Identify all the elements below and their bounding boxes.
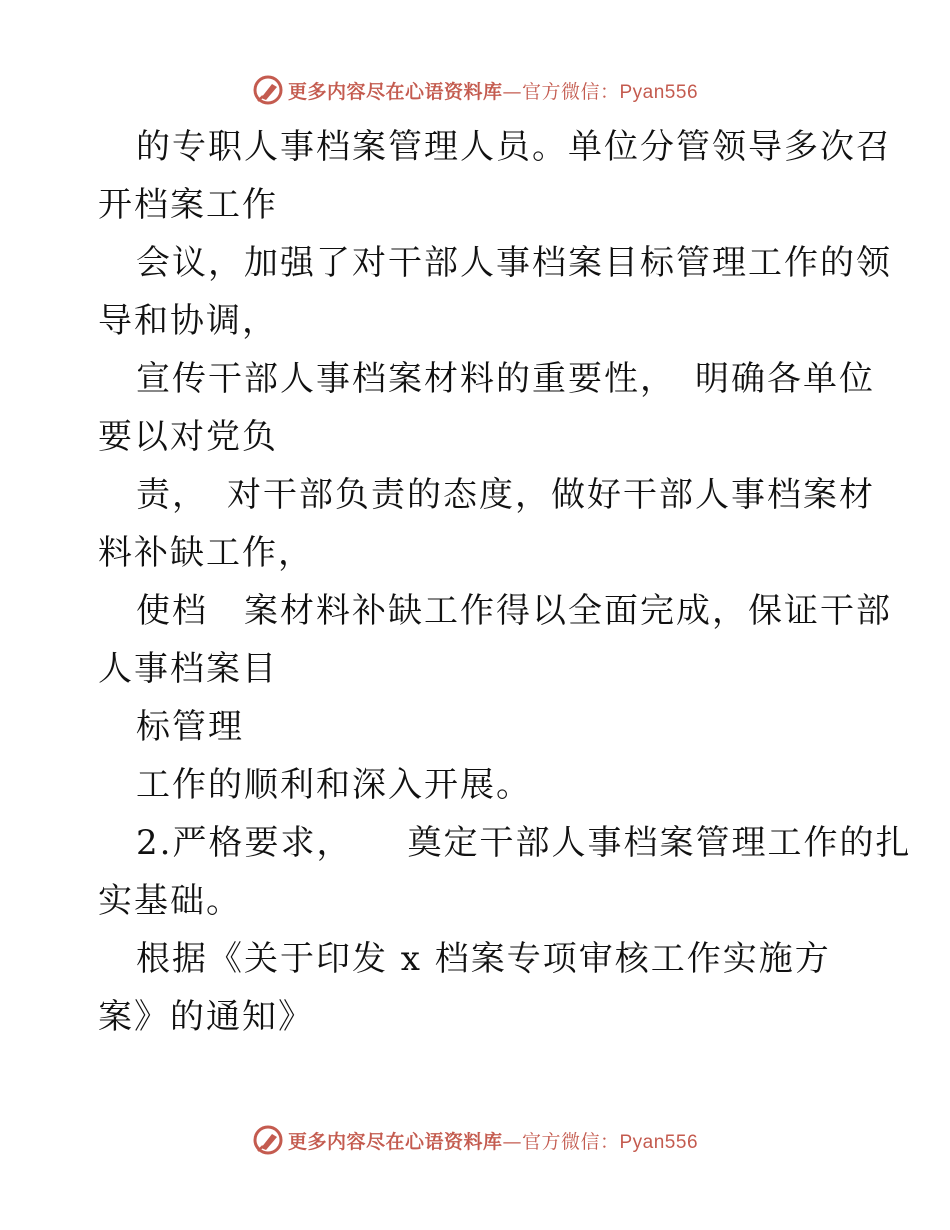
document-body	[98, 118, 912, 1046]
text-line-8: 料补缺工作，	[98, 533, 314, 573]
text-line-12: 工作的顺利和深入开展。	[136, 765, 532, 805]
text-line-9: 使档 案材料补缺工作得以全面完成，保证干部	[136, 591, 892, 631]
text-line-11: 标管理	[136, 707, 244, 747]
header-wechat-text: 官方微信：Pyan556	[522, 81, 699, 103]
text-line-13: 2.严格要求， 奠定干部人事档案管理工作的扎	[136, 823, 912, 863]
footer-banner	[0, 1120, 950, 1160]
text-line-16: 案》的通知》	[98, 997, 314, 1037]
text-line-15: 根据《关于印发 x 档案专项审核工作实施方	[136, 939, 831, 979]
text-line-7: 责， 对干部负责的态度，做好干部人事档案材	[136, 475, 875, 515]
text-line-2: 开档案工作	[98, 185, 278, 225]
header-banner	[0, 70, 950, 110]
text-line-5: 宣传干部人事档案材料的重要性， 明确各单位	[136, 359, 875, 399]
header-banner-text: 更多内容尽在心语资料库—官方微信：Pyan556	[287, 80, 699, 103]
text-line-6: 要以对党负	[98, 417, 278, 457]
footer-banner-text: 更多内容尽在心语资料库—官方微信：Pyan556	[287, 1130, 699, 1153]
text-line-4: 导和协调，	[98, 301, 278, 341]
pen-nib-logo-icon	[252, 1124, 284, 1156]
text-line-3: 会议，加强了对干部人事档案目标管理工作的领	[136, 243, 892, 283]
text-line-1: 的专职人事档案管理人员。单位分管领导多次召	[136, 127, 892, 167]
text-line-14: 实基础。	[98, 881, 242, 921]
text-line-10: 人事档案目	[98, 649, 278, 689]
footer-wechat-text: 官方微信：Pyan556	[522, 1131, 699, 1153]
pen-nib-logo-icon	[252, 74, 284, 106]
